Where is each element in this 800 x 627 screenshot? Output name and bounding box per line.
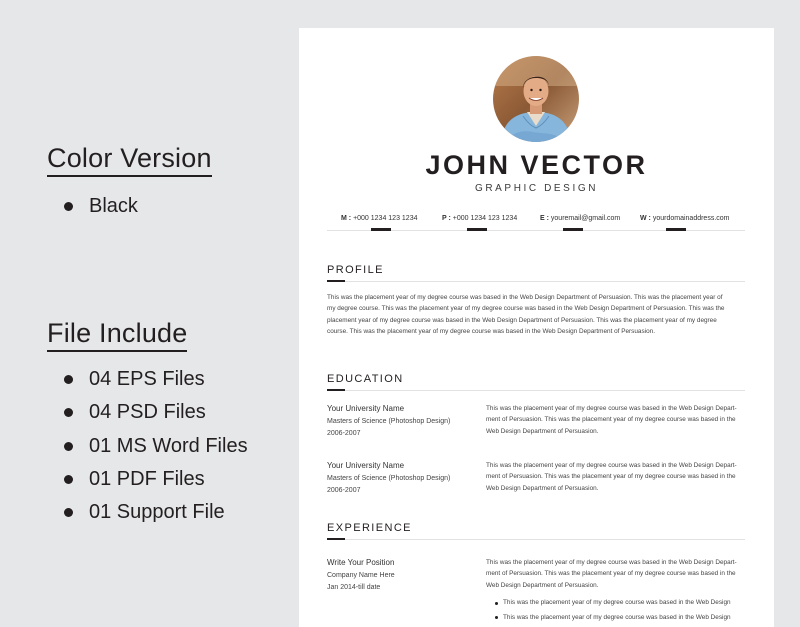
file-list bbox=[64, 366, 248, 532]
experience-heading: EXPERIENCE bbox=[327, 522, 412, 534]
education-heading: EDUCATION bbox=[327, 373, 404, 385]
bullet-icon bbox=[64, 475, 73, 484]
education-details: Masters of Science (Photoshop Design) 2006-2007 bbox=[327, 475, 451, 494]
color-version-heading: Color Version bbox=[47, 143, 212, 177]
bullet-icon bbox=[64, 202, 73, 211]
experience-details: Company Name Here Jan 2014-till date bbox=[327, 572, 395, 591]
file-list-item: 01 MS Word Files bbox=[64, 433, 248, 466]
resume-title: GRAPHIC DESIGN bbox=[474, 183, 599, 194]
contact-email: E : youremail@gmail.com bbox=[540, 215, 621, 222]
contact-mobile: M : +000 1234 123 1234 bbox=[341, 215, 418, 222]
color-list bbox=[64, 193, 138, 226]
bullet-icon bbox=[64, 442, 73, 451]
bullet-icon bbox=[64, 508, 73, 517]
education-details: Masters of Science (Photoshop Design) 2006-2007 bbox=[327, 418, 451, 437]
education-description: This was the placement year of my degree course was based in the Web Design Depart- ment of Persuasion. This was the placement year of my degree course was based in the Web Design Department of Persuasion. bbox=[486, 462, 737, 492]
experience-bullet-item: This was the placement year of my degree course was based in the Web Design bbox=[495, 596, 731, 611]
profile-divider bbox=[327, 281, 745, 282]
contact-phone: P : +000 1234 123 1234 bbox=[442, 215, 518, 222]
resume-page bbox=[299, 28, 774, 627]
color-list-item: Black bbox=[64, 193, 138, 226]
file-list-item: 01 PDF Files bbox=[64, 466, 248, 499]
experience-description: This was the placement year of my degree course was based in the Web Design Depart- ment of Persuasion. This was the placement year of my degree course was based in the Web Design Department of Persuasion. bbox=[486, 559, 737, 589]
resume-name: JOHN VECTOR bbox=[425, 150, 648, 180]
experience-bullet-item: This was the placement year of my degree course was based in the Web Design bbox=[495, 611, 731, 626]
contact-website: W : yourdomainaddress.com bbox=[640, 215, 730, 222]
file-list-item: 01 Support File bbox=[64, 499, 248, 532]
contact-underline bbox=[666, 228, 686, 231]
experience-divider bbox=[327, 539, 745, 540]
experience-bullets bbox=[495, 596, 731, 625]
bullet-icon bbox=[64, 375, 73, 384]
file-include-heading: File Include bbox=[47, 318, 187, 352]
education-divider bbox=[327, 390, 745, 391]
person-photo-icon bbox=[493, 56, 579, 142]
experience-position: Write Your Position bbox=[327, 558, 395, 567]
profile-underline bbox=[327, 280, 345, 282]
file-list-item: 04 EPS Files bbox=[64, 366, 248, 399]
profile-photo bbox=[493, 56, 579, 142]
experience-underline bbox=[327, 538, 345, 540]
contact-underline bbox=[467, 228, 487, 231]
education-school: Your University Name bbox=[327, 461, 405, 470]
file-list-item: 04 PSD Files bbox=[64, 399, 248, 432]
profile-heading: PROFILE bbox=[327, 264, 384, 276]
contact-underline bbox=[563, 228, 583, 231]
education-underline bbox=[327, 389, 345, 391]
education-school: Your University Name bbox=[327, 404, 405, 413]
contact-underline bbox=[371, 228, 391, 231]
bullet-icon bbox=[64, 408, 73, 417]
profile-text: This was the placement year of my degree course was based in the Web Design Department of Persuasion. This was the placement year of my degree course. This was the placement year of my degree course was based in the Web Design Department of Persuasion. This was the placement year of my degree course was based in the Web Design Department of Persuasion. This was the placement year of my degree course. This was the placement year of my degree course was based in the Web Design Department of Persuasion. bbox=[327, 294, 725, 335]
education-description: This was the placement year of my degree course was based in the Web Design Depart- ment of Persuasion. This was the placement year of my degree course was based in the Web Design Department of Persuasion. bbox=[486, 405, 737, 435]
